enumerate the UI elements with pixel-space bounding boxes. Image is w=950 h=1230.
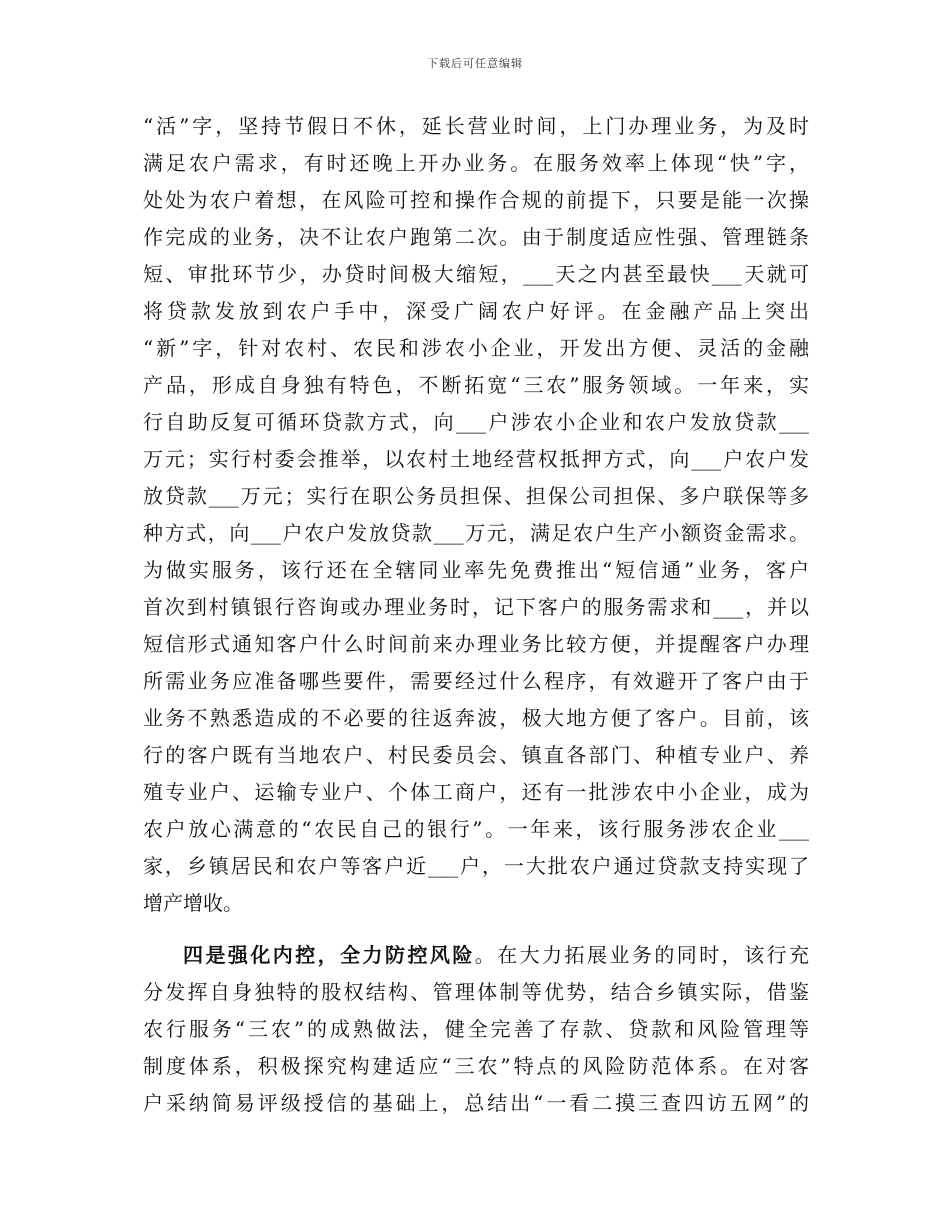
text-line: “活”字，坚持节假日不休，延长营业时间，上门办理业务，为及时 <box>143 114 809 138</box>
text-line: 为做实服务，该行还在全辖同业率先免费推出“短信通”业务，客户 <box>143 558 809 582</box>
text-line: 殖专业户、运输专业户、个体工商户，还有一批涉农中小企业，成为 <box>143 780 809 804</box>
paragraph-risk-control <box>143 937 809 1122</box>
document-body <box>143 108 809 1122</box>
text-line: 短、审批环节少，办贷时间极大缩短，___天之内甚至最快___天就可 <box>143 262 809 286</box>
text-line: 产品，形成自身独有特色，不断拓宽“三农”服务领域。一年来，实 <box>143 373 809 397</box>
text-line: 首次到村镇银行咨询或办理业务时，记下客户的服务需求和___，并以 <box>143 595 809 619</box>
text-line: 短信形式通知客户什么时间前来办理业务比较方便，并提醒客户办理 <box>143 632 809 656</box>
page-header: 下载后可任意编辑 <box>427 57 523 70</box>
text-line: 业务不熟悉造成的不必要的往返奔波，极大地方便了客户。目前，该 <box>143 706 809 730</box>
text-line: 制度体系，积极探究构建适应“三农”特点的风险防范体系。在对客 <box>143 1054 809 1078</box>
heading-line-rest: 。在大力拓展业务的同时，该行充 <box>474 943 810 967</box>
text-line: “新”字，针对农村、农民和涉农小企业，开发出方便、灵活的金融 <box>143 336 809 360</box>
text-line: 满足农户需求，有时还晚上开办业务。在服务效率上体现“快”字， <box>143 151 809 175</box>
text-line: 家，乡镇居民和农户等客户近___户，一大批农户通过贷款支持实现了 <box>143 854 809 878</box>
text-line: 所需业务应准备哪些要件，需要经过什么程序，有效避开了客户由于 <box>143 669 809 693</box>
text-line: 农户放心满意的“农民自己的银行”。一年来，该行服务涉农企业___ <box>143 817 809 841</box>
text-line: 处处为农户着想，在风险可控和操作合规的前提下，只要是能一次操 <box>143 188 809 212</box>
text-line: 增产增收。 <box>143 891 243 915</box>
text-line: 放贷款___万元；实行在职公务员担保、担保公司担保、多户联保等多 <box>143 484 809 508</box>
text-line: 万元；实行村委会推举，以农村土地经营权抵押方式，向___户农户发 <box>143 447 809 471</box>
section-heading: 四是强化内控，全力防控风险 <box>183 943 475 967</box>
text-line: 户采纳简易评级授信的基础上，总结出“一看二摸三查四访五网”的 <box>143 1091 809 1115</box>
text-line: 分发挥自身独特的股权结构、管理体制等优势，结合乡镇实际，借鉴 <box>143 980 809 1004</box>
text-line: 行自助反复可循环贷款方式，向___户涉农小企业和农户发放贷款___ <box>143 410 809 434</box>
text-line: 行的客户既有当地农户、村民委员会、镇直各部门、种植专业户、养 <box>143 743 809 767</box>
text-line: 农行服务“三农”的成熟做法，健全完善了存款、贷款和风险管理等 <box>143 1017 809 1041</box>
text-line: 种方式，向___户农户发放贷款___万元，满足农户生产小额资金需求。 <box>143 521 809 545</box>
text-line-with-heading <box>143 937 809 974</box>
text-line: 作完成的业务，决不让农户跑第二次。由于制度适应性强、管理链条 <box>143 225 809 249</box>
paragraph-service <box>143 108 809 922</box>
paragraph-gap <box>143 922 809 937</box>
text-line: 将贷款发放到农户手中，深受广阔农户好评。在金融产品上突出 <box>143 299 809 323</box>
